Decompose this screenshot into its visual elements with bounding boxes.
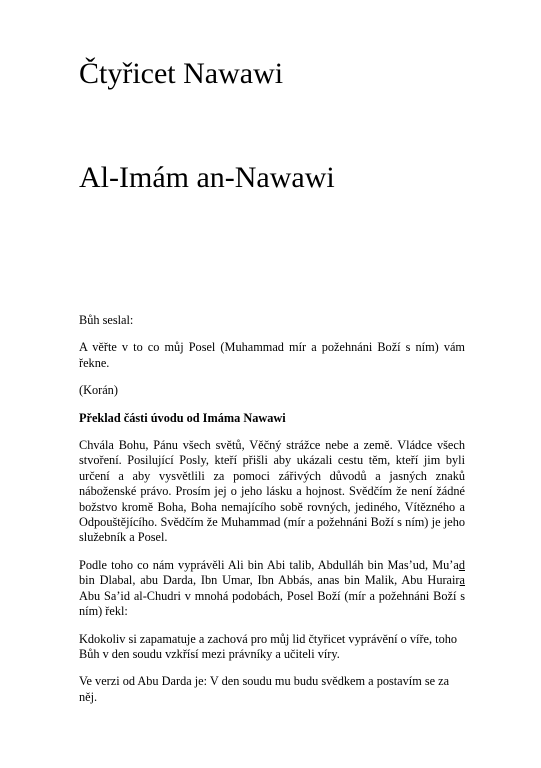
document-author: Al-Imám an-Nawawi	[79, 161, 335, 194]
quote-text: A věřte v to co můj Posel (Muhammad mír a požehnáni Boží s ním) vám řekne.	[79, 340, 465, 370]
narration-paragraph	[79, 558, 465, 620]
document-body	[79, 313, 465, 717]
document-title: Čtyřicet Nawawi	[79, 57, 284, 90]
section-heading: Překlad části úvodu od Imáma Nawawi	[79, 410, 286, 425]
quote-source: (Korán)	[79, 383, 118, 398]
narration-text-start: Podle toho co nám vyprávěli Ali bin Abi talib, Abdulláh bin Mas’ud, Mu’a	[79, 557, 459, 572]
narration-underlined-letter: d	[458, 557, 465, 572]
hadith-paragraph: Kdokoliv si zapamatuje a zachová pro můj lid čtyřicet vyprávění o víře, toho Bůh v den soudu vzkřísí mezi právníky a učiteli víry.	[79, 631, 458, 661]
quote-intro: Bůh seslal:	[79, 313, 134, 327]
narration-text-middle: bin Dlabal, abu Darda, Ibn Umar, Ibn Abbás, anas bin Malik, Abu Hurair	[79, 573, 460, 588]
version-paragraph: Ve verzi od Abu Darda je: V den soudu mu budu svědkem a postavím se za něj.	[79, 674, 450, 704]
narration-underlined-letter: a	[459, 573, 465, 588]
narration-text-end: Abu Sa’id al-Chudri v mnohá podobách, Posel Boží (mír a požehnáni Boží s ním) řekl:	[79, 588, 465, 619]
praise-paragraph: Chvála Bohu, Pánu všech světů, Věčný strážce nebe a země. Vládce všech stvoření. Posilující Posly, kteří přišli aby ukázali cestu těm, kteří jim byli určení a aby vysvětlili za pomoci zářivých důvodů a jasných znaků náboženské právo. Prosím jej o jeho lásku a hojnost. Svědčím že není žádné božstvo kromě Boha, Boha nemajícího sobě rovných, jediného, Vítězného a Odpouštějícího. Svědčím že Muhammad (mír a požehnáni Boží s ním) je jeho služebník a Posel.	[79, 438, 465, 545]
